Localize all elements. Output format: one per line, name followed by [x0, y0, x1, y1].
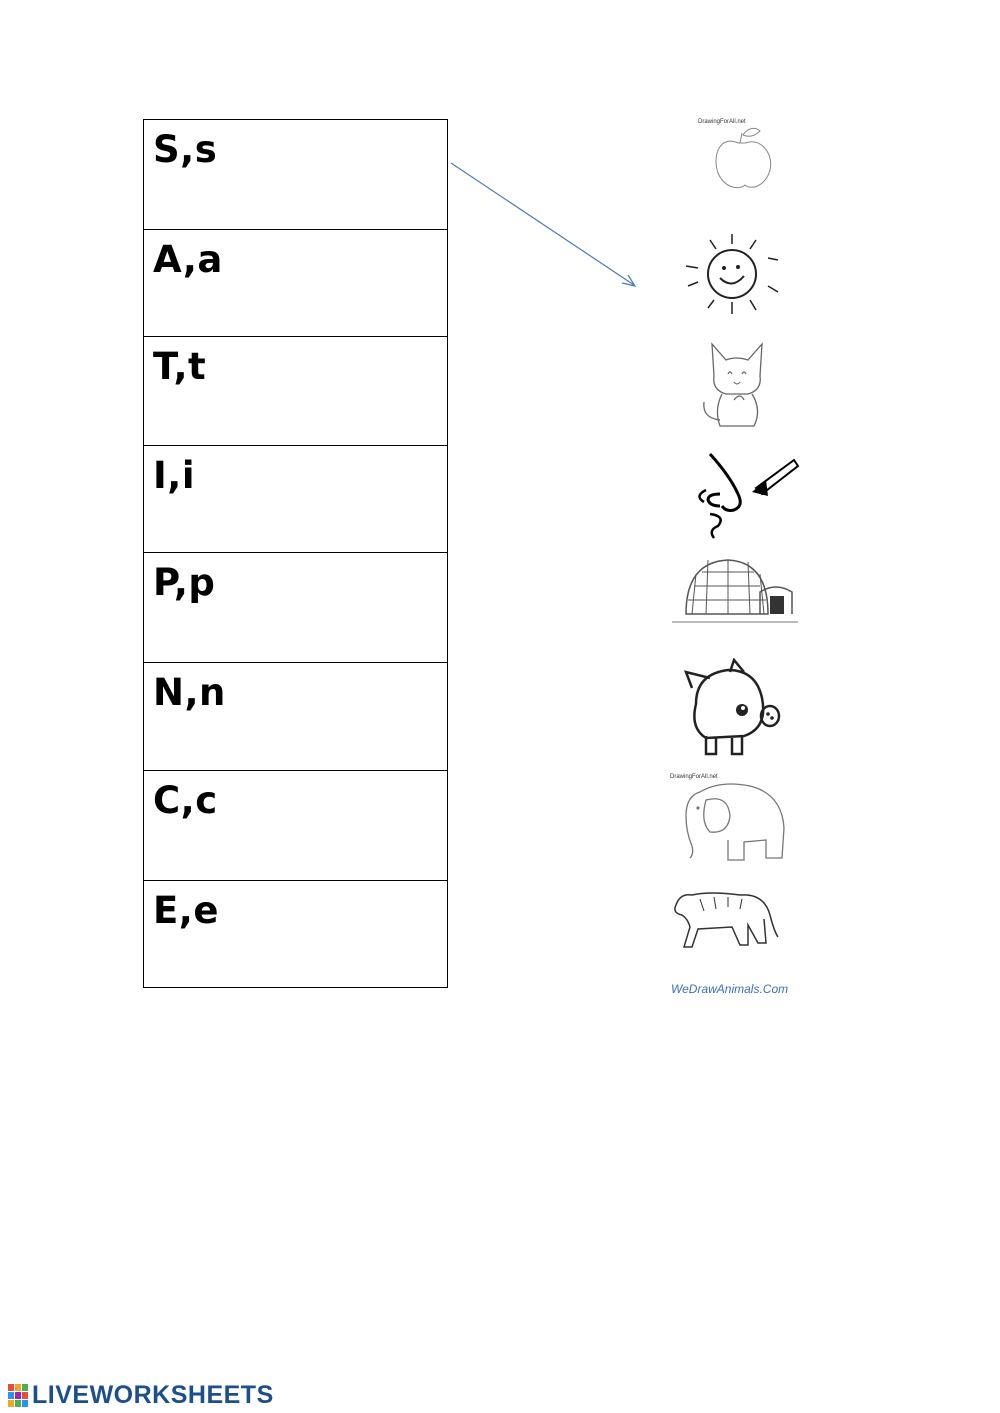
sun-icon [680, 230, 780, 320]
letter-cell[interactable] [144, 337, 447, 446]
letter-label: A,a [153, 238, 223, 281]
letter-label: N,n [153, 671, 226, 714]
apple-icon [690, 115, 780, 195]
sun-picture[interactable] [680, 230, 780, 320]
elephant-caption: DrawingForAll.net [670, 774, 718, 780]
apple-picture[interactable] [690, 115, 780, 195]
letter-label: S,s [153, 128, 218, 171]
liveworksheets-logo[interactable] [8, 1380, 274, 1410]
elephant-picture[interactable] [670, 770, 790, 865]
letter-cell[interactable] [144, 881, 447, 987]
nose-icon [690, 450, 800, 542]
pig-picture[interactable] [684, 658, 784, 762]
elephant-icon [670, 770, 790, 865]
cat-icon [692, 340, 777, 432]
letter-label: C,c [153, 779, 218, 822]
logo-blocks-icon [8, 1384, 28, 1407]
cat-picture[interactable] [692, 340, 777, 432]
letter-cell[interactable] [144, 553, 447, 663]
letter-cell[interactable] [144, 120, 447, 230]
tiger-icon [670, 885, 780, 960]
igloo-icon [668, 556, 803, 631]
letter-label: T,t [153, 345, 207, 388]
igloo-picture[interactable] [668, 556, 803, 631]
letter-label: E,e [153, 889, 219, 932]
logo-text: LIVEWORKSHEETS [32, 1380, 274, 1409]
letter-cell[interactable] [144, 771, 447, 881]
letter-cell[interactable] [144, 230, 447, 337]
letter-table [143, 119, 448, 988]
letter-label: P,p [153, 561, 216, 604]
tiger-picture[interactable] [670, 885, 780, 960]
nose-picture[interactable] [690, 450, 800, 542]
pig-icon [684, 658, 784, 762]
apple-caption: DrawingForAll.net [698, 119, 746, 125]
letter-cell[interactable] [144, 446, 447, 553]
letter-cell[interactable] [144, 663, 447, 771]
letter-label: I,i [153, 454, 196, 497]
site-watermark: WeDrawAnimals.Com [671, 982, 789, 996]
